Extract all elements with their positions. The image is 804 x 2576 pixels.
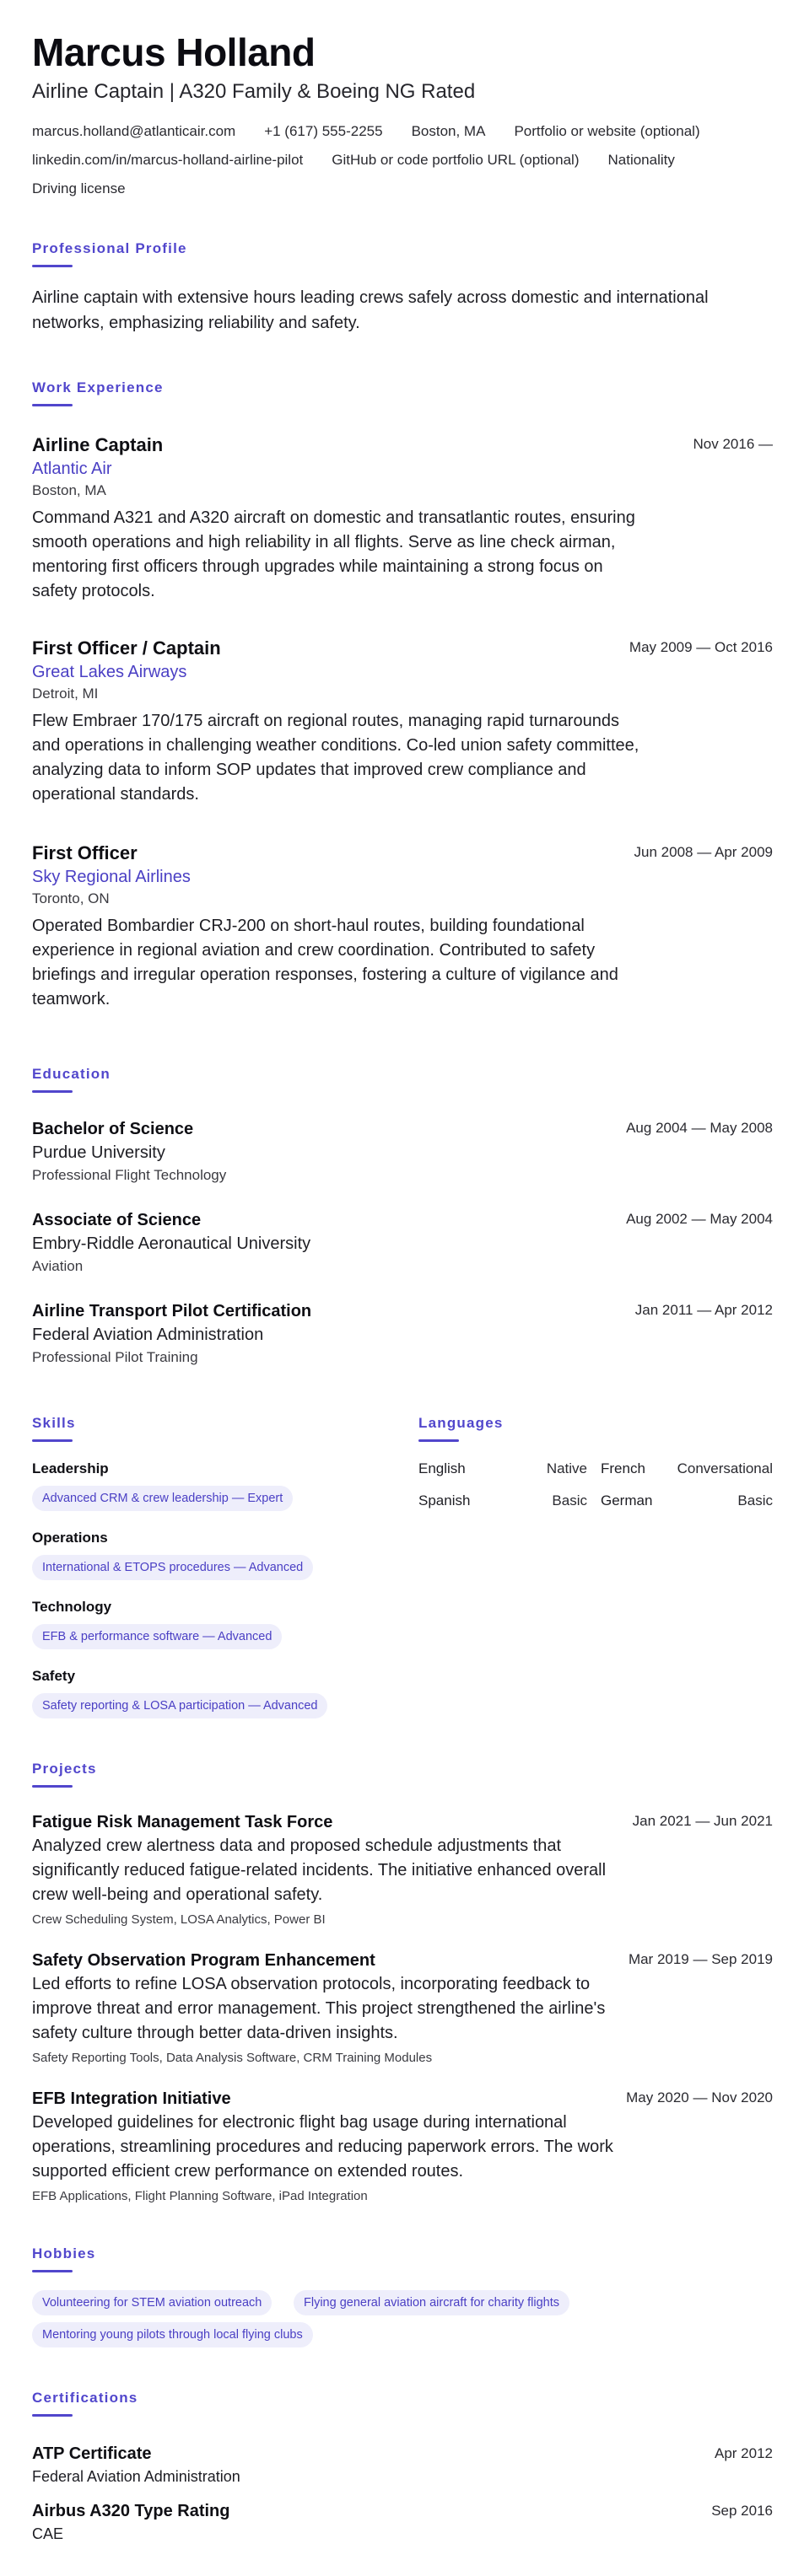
job-company: Great Lakes Airways bbox=[32, 663, 187, 681]
certification-name: ATP Certificate bbox=[32, 2444, 152, 2463]
certifications-section-rule bbox=[32, 2414, 73, 2417]
skill-category: Leadership bbox=[32, 1460, 109, 1476]
project-dates: May 2020 — Nov 2020 bbox=[626, 2089, 773, 2105]
project-technologies: Crew Scheduling System, LOSA Analytics, Power BI bbox=[32, 1912, 326, 1927]
language-level: Conversational bbox=[677, 1460, 773, 1476]
contact-row-1 bbox=[32, 122, 700, 141]
job-entry bbox=[32, 842, 773, 1012]
languages-section-title: Languages bbox=[418, 1415, 504, 1431]
education-section-rule bbox=[32, 1090, 73, 1093]
candidate-name: Marcus Holland bbox=[32, 30, 316, 74]
education-field: Professional Pilot Training bbox=[32, 1349, 198, 1365]
job-company: Atlantic Air bbox=[32, 460, 112, 478]
contact-linkedin[interactable]: linkedin.com/in/marcus-holland-airline-pilot bbox=[32, 152, 304, 168]
education-school: Federal Aviation Administration bbox=[32, 1326, 264, 1344]
language-name: Spanish bbox=[418, 1492, 471, 1508]
project-title: Safety Observation Program Enhancement bbox=[32, 1951, 375, 1970]
projects-section-rule bbox=[32, 1785, 73, 1788]
project-dates: Mar 2019 — Sep 2019 bbox=[628, 1951, 773, 1967]
job-title: Airline Captain bbox=[32, 434, 164, 455]
candidate-headline: Airline Captain | A320 Family & Boeing NG Rated bbox=[32, 80, 476, 103]
project-title: Fatigue Risk Management Task Force bbox=[32, 1813, 333, 1831]
skill-category: Safety bbox=[32, 1668, 76, 1684]
language-level: Basic bbox=[737, 1492, 773, 1508]
education-degree: Associate of Science bbox=[32, 1211, 202, 1229]
contact-location: Boston, MA bbox=[411, 123, 486, 139]
hobby-chip: Flying general aviation aircraft for charity flights bbox=[294, 2290, 569, 2315]
language-name: German bbox=[601, 1492, 653, 1508]
job-description: Operated Bombardier CRJ-200 on short-haul routes, building foundational experience in regional aviation and crew coordination. Contributed to safety briefings and irregular operation responses, fostering a culture of vigilance and teamwork. bbox=[32, 917, 618, 1008]
project-description: Developed guidelines for electronic flight bag usage during international operations, streamlining procedures and reducing paperwork errors. The work supported efficient crew performance on extended routes. bbox=[32, 2113, 613, 2181]
experience-section-title: Work Experience bbox=[32, 379, 164, 395]
certifications-section-title: Certifications bbox=[32, 2390, 138, 2406]
job-dates: Jun 2008 — Apr 2009 bbox=[634, 844, 773, 860]
language-name: French bbox=[601, 1460, 645, 1476]
project-dates: Jan 2021 — Jun 2021 bbox=[632, 1813, 773, 1829]
education-entry bbox=[32, 1299, 773, 1369]
job-location: Detroit, MI bbox=[32, 686, 99, 702]
skill-category: Operations bbox=[32, 1530, 108, 1546]
contact-row-2 bbox=[32, 151, 675, 169]
certification-issuer: CAE bbox=[32, 2525, 64, 2542]
contact-portfolio[interactable]: Portfolio or website (optional) bbox=[514, 123, 700, 139]
education-field: Aviation bbox=[32, 1258, 84, 1274]
education-school: Embry-Riddle Aeronautical University bbox=[32, 1234, 311, 1253]
language-level: Native bbox=[546, 1460, 587, 1476]
certification-entry bbox=[32, 2499, 773, 2545]
language-level: Basic bbox=[552, 1492, 587, 1508]
education-field: Professional Flight Technology bbox=[32, 1167, 227, 1183]
project-description: Led efforts to refine LOSA observation protocols, incorporating feedback to improve threat and error management. This project strengthened the airline's safety culture through better data-driven insights. bbox=[32, 1975, 606, 2042]
hobby-chip: Mentoring young pilots through local flying clubs bbox=[32, 2322, 313, 2347]
job-company: Sky Regional Airlines bbox=[32, 868, 191, 886]
education-dates: Aug 2002 — May 2004 bbox=[626, 1211, 773, 1227]
education-dates: Aug 2004 — May 2008 bbox=[626, 1120, 773, 1136]
project-description: Analyzed crew alertness data and proposed schedule adjustments that significantly reduced fatigue-related incidents. The initiative enhanced overall crew well-being and operational safety. bbox=[32, 1837, 607, 1904]
language-name: English bbox=[418, 1460, 466, 1476]
job-location: Boston, MA bbox=[32, 482, 106, 498]
skill-chip: Advanced CRM & crew leadership — Expert bbox=[32, 1486, 293, 1511]
education-entry bbox=[32, 1208, 773, 1277]
projects-section-title: Projects bbox=[32, 1761, 97, 1777]
project-entry bbox=[32, 1810, 773, 1929]
job-title: First Officer / Captain bbox=[32, 637, 221, 659]
certification-issuer: Federal Aviation Administration bbox=[32, 2468, 240, 2485]
certification-date: Sep 2016 bbox=[711, 2503, 773, 2519]
education-entry bbox=[32, 1117, 773, 1186]
certification-date: Apr 2012 bbox=[715, 2445, 773, 2461]
skill-category: Technology bbox=[32, 1599, 112, 1615]
profile-section-title: Professional Profile bbox=[32, 240, 187, 256]
education-school: Purdue University bbox=[32, 1143, 165, 1162]
certification-entry bbox=[32, 2442, 773, 2487]
contact-nationality: Nationality bbox=[607, 152, 675, 168]
contact-email[interactable]: marcus.holland@atlanticair.com bbox=[32, 123, 236, 139]
job-entry bbox=[32, 433, 773, 604]
job-dates: Nov 2016 — bbox=[693, 436, 773, 452]
contact-license: Driving license bbox=[32, 180, 126, 196]
education-dates: Jan 2011 — Apr 2012 bbox=[634, 1302, 773, 1318]
job-entry bbox=[32, 637, 773, 807]
project-entry bbox=[32, 1949, 773, 2068]
skills-section-title: Skills bbox=[32, 1415, 76, 1431]
project-technologies: EFB Applications, Flight Planning Software, iPad Integration bbox=[32, 2189, 368, 2203]
profile-summary: Airline captain with extensive hours leading crews safely across domestic and international networks, emphasizing reliability and safety. bbox=[32, 288, 709, 332]
job-dates: May 2009 — Oct 2016 bbox=[629, 639, 773, 655]
job-title: First Officer bbox=[32, 842, 138, 863]
hobby-chip: Volunteering for STEM aviation outreach bbox=[32, 2290, 272, 2315]
education-section-title: Education bbox=[32, 1066, 111, 1082]
education-degree: Airline Transport Pilot Certification bbox=[32, 1302, 312, 1320]
experience-section-rule bbox=[32, 404, 73, 406]
profile-section-rule bbox=[32, 265, 73, 267]
skill-chip: EFB & performance software — Advanced bbox=[32, 1624, 282, 1649]
project-technologies: Safety Reporting Tools, Data Analysis Software, CRM Training Modules bbox=[32, 2051, 433, 2065]
skill-chip: International & ETOPS procedures — Advanced bbox=[32, 1555, 313, 1580]
certification-name: Airbus A320 Type Rating bbox=[32, 2502, 230, 2520]
contact-github[interactable]: GitHub or code portfolio URL (optional) bbox=[332, 152, 580, 168]
job-description: Flew Embraer 170/175 aircraft on regional routes, managing rapid turnarounds and operations in challenging weather conditions. Co-led union safety committee, analyzing data to inform SOP updates that improved crew compliance and operational standards. bbox=[32, 712, 639, 804]
job-location: Toronto, ON bbox=[32, 890, 110, 906]
project-entry bbox=[32, 2087, 773, 2206]
project-title: EFB Integration Initiative bbox=[32, 2089, 231, 2108]
skills-section-rule bbox=[32, 1439, 73, 1442]
hobbies-section-title: Hobbies bbox=[32, 2245, 96, 2261]
job-description: Command A321 and A320 aircraft on domestic and transatlantic routes, ensuring smooth operations and high reliability in all flights. Serve as line check airman, mentoring first officers through upgrades while maintaining a strong focus on safety protocols. bbox=[32, 508, 635, 600]
languages-section-rule bbox=[418, 1439, 459, 1442]
contact-phone[interactable]: +1 (617) 555-2255 bbox=[264, 123, 383, 139]
skill-chip: Safety reporting & LOSA participation — Advanced bbox=[32, 1693, 327, 1718]
education-degree: Bachelor of Science bbox=[32, 1120, 194, 1138]
contact-row-3 bbox=[32, 180, 126, 198]
hobbies-section-rule bbox=[32, 2270, 73, 2272]
